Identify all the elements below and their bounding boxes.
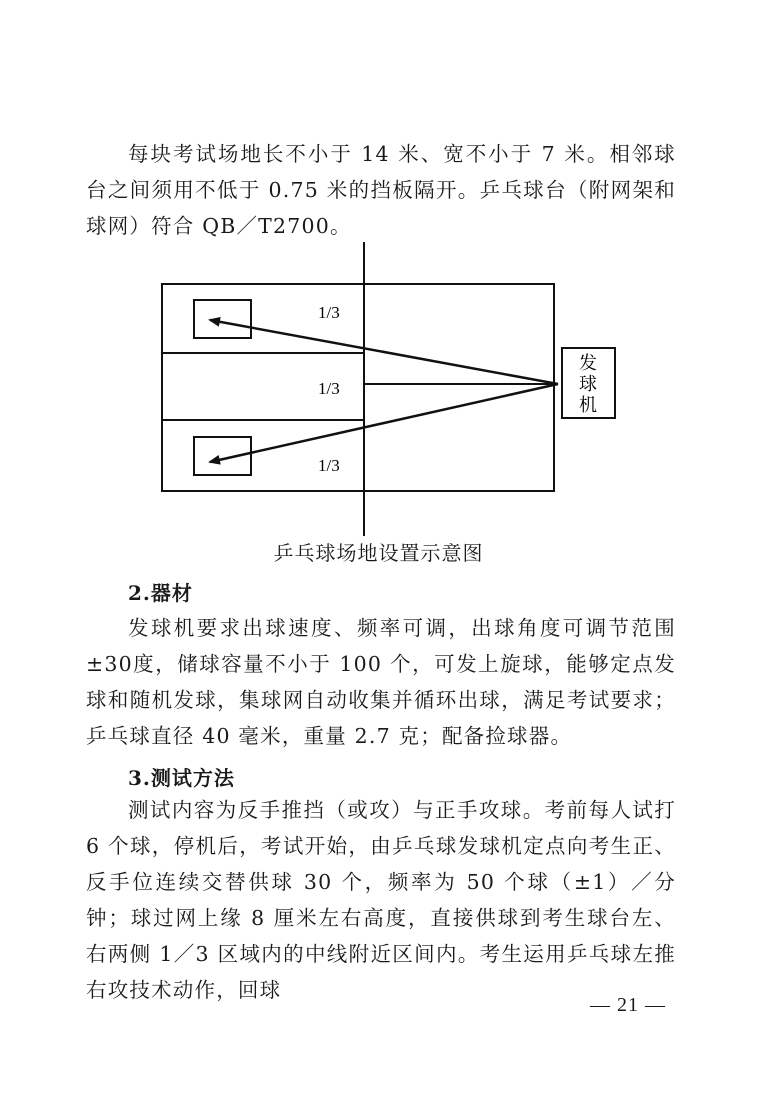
ball-machine-label-3: 机 xyxy=(579,395,597,416)
zone-label-bottom: 1/3 xyxy=(318,456,340,475)
zone-label-middle: 1/3 xyxy=(318,379,340,398)
heading-equipment: 2.器材 xyxy=(128,581,193,605)
diagram-caption: 乒乓球场地设置示意图 xyxy=(273,541,484,565)
method-paragraph: 测试内容为反手推挡（或攻）与正手攻球。考前每人试打 6 个球，停机后，考试开始，由乒乓球发球机定点向考生正、反手位连续交替供球 30 个，频率为 50 个球（±1）／分钟；球过网上缘 8 厘米左右高度，直接供球到考生球台左、右两侧 1／3 区域内的中线附近区间内。考生运用乒乓球左推右攻技术动作，回球 xyxy=(86,798,676,1002)
page-number: — 21 — xyxy=(590,994,666,1016)
ball-machine-label-1: 发 xyxy=(579,353,597,374)
ball-machine-label-2: 球 xyxy=(579,374,597,395)
zone-label-top: 1/3 xyxy=(318,303,340,322)
intro-paragraph: 每块考试场地长不小于 14 米、宽不小于 7 米。相邻球台之间须用不低于 0.75 米的挡板隔开。乒乓球台（附网架和球网）符合 QB／T2700。 xyxy=(86,142,676,238)
trajectory-arrow-bottom xyxy=(210,384,558,462)
target-box-top xyxy=(194,300,251,338)
heading-method: 3.测试方法 xyxy=(128,766,235,790)
table-tennis-court-diagram xyxy=(0,240,757,540)
equipment-paragraph: 发球机要求出球速度、频率可调，出球角度可调节范围±30度，储球容量不小于 100 个，可发上旋球，能够定点发球和随机发球，集球网自动收集并循环出球，满足考试要求；乒乓球直径 40 毫米，重量 2.7 克；配备捡球器。 xyxy=(86,616,676,748)
